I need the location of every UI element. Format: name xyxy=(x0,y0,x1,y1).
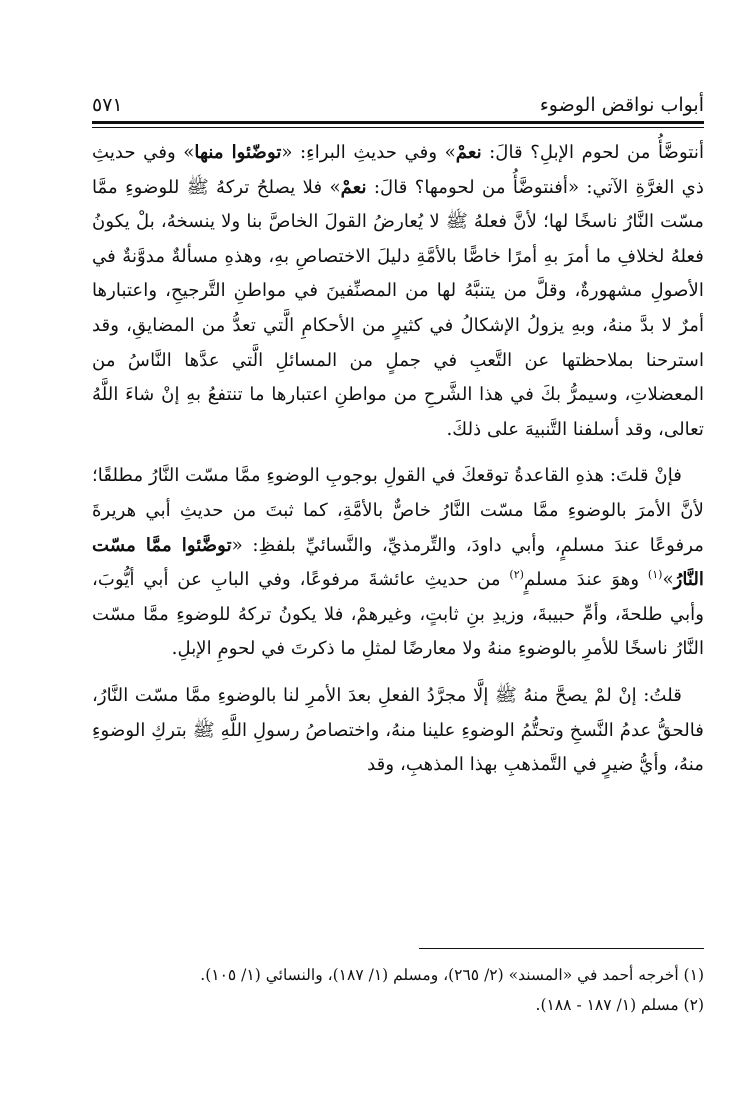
text-run: » فلا يصلحُ تركهُ ﷺ للوضوءِ ممَّا مسّت النَّارُ ناسخًا لها؛ لأنَّ فعلهُ ﷺ لا يُعارضُ القولَ الخاصَّ بنا ولا ينسخهُ، بلْ يكونُ فعلهُ لخلافِ ما أمرَ بهِ أمرًا خاصًّا بالأمَّةِ دليلَ الاختصاصِ بهِ، وهذهِ مسألةٌ مدوَّنةٌ في الأصولِ مشهورةٌ، وقلَّ من يتنبَّهُ لها من المصنِّفينَ في مواطنِ التَّرجيحِ، واعتبارها أمرٌ لا بدَّ منهُ، وبهِ يزولُ الإشكالُ في كثيرٍ من الأحكامِ الَّتي تعدُّ من المضايقِ، وقد استرحنا بملاحظتها عن التَّعبِ في جملٍ من المسائلِ الَّتي عدَّها النَّاسُ من المعضلاتِ، وسيمرُّ بكَ في هذا الشَّرحِ من مواطنِ اعتبارها ما تنتفعُ بهِ إنْ شاءَ اللَّهُ تعالى، وقد أسلفنا التَّنبيهَ على ذلكَ. xyxy=(92,176,704,440)
footnote-2: (٢) مسلم (١/ ١٨٧ - ١٨٨). xyxy=(535,996,704,1014)
header-rule-thin xyxy=(92,127,704,128)
text-run: » xyxy=(662,569,674,591)
text-run: » وفي حديثِ البراءِ: « xyxy=(281,142,456,163)
bold-quote: نعمْ xyxy=(340,176,367,198)
bold-quote: توضَّئوا ممَّا مسّت النَّارُ xyxy=(92,534,704,591)
text-run: أنتوضَّأُ من لحوم الإبلِ؟ قالَ: xyxy=(481,142,704,163)
text-run: » وفي حديثِ ذي الغرَّةِ الآتي: «أفنتوضَّأُ من لحومها؟ قالَ: xyxy=(92,142,704,198)
paragraph-1 xyxy=(92,136,704,447)
footnote-1: (١) أخرجه أحمد في «المسند» (٢/ ٢٦٥)، ومسلم (١/ ١٨٧)، والنسائي (١/ ١٠٥). xyxy=(200,966,704,984)
paragraph-3 xyxy=(92,679,704,783)
page-number: ٥٧١ xyxy=(92,94,123,116)
main-text xyxy=(92,136,704,783)
text-run: فإنْ قلتَ: هذهِ القاعدةُ توقعكَ في القولِ بوجوبِ الوضوءِ ممَّا مسّت النَّارُ مطلقًا؛ لأنَّ الأمرَ بالوضوءِ ممَّا مسّت النَّارُ خاصٌّ بالأمَّةِ، كما ثبتَ من حديثِ أبي هريرةَ مرفوعًا عندَ مسلمٍ، وأبي داودَ، والتِّرمذيِّ، والنَّسائيِّ بلفظِ: « xyxy=(92,465,704,556)
bold-quote: نعمْ xyxy=(455,142,482,163)
bold-quote: توضّئوا منها xyxy=(194,142,282,163)
footnote-separator xyxy=(419,948,704,949)
footnotes xyxy=(92,960,704,1020)
footnote-ref-2[interactable]: (٢) xyxy=(509,568,524,582)
footnote-ref-1[interactable]: (١) xyxy=(647,568,663,582)
paragraph-2 xyxy=(92,459,704,667)
header-rule-thick xyxy=(92,121,704,124)
text-run: قلتُ: إنْ لمْ يصحَّ منهُ ﷺ إلَّا مجرَّدُ الفعلِ بعدَ الأمرِ لنا بالوضوءِ ممَّا مسّت النَّارُ، فالحقُّ عدمُ النَّسخِ وتحتُّمُ الوضوءِ علينا منهُ، واختصاصُ رسولِ اللَّهِ ﷺ بتركِ الوضوءِ منهُ، وأيُّ ضيرٍ في التَّمذهبِ بهذا المذهبِ، وقد xyxy=(92,684,704,776)
text-run: من حديثِ عائشةَ مرفوعًا، وفي البابِ عن أبي أيُّوبَ، وأبي طلحةَ، وأمِّ حبيبةَ، وزيدِ بنِ ثابتٍ، وغيرهمْ، فلا يكونُ تركهُ للوضوءِ ممَّا مسّت النَّارُ ناسخًا للأمرِ بالوضوءِ منهُ ولا معارضًا لمثلِ ما ذكرتَ في لحومِ الإبلِ. xyxy=(92,569,704,660)
text-run: وهوَ عندَ مسلمٍ xyxy=(523,569,648,591)
running-header xyxy=(92,80,704,116)
chapter-title: أبواب نواقض الوضوء xyxy=(539,94,704,116)
